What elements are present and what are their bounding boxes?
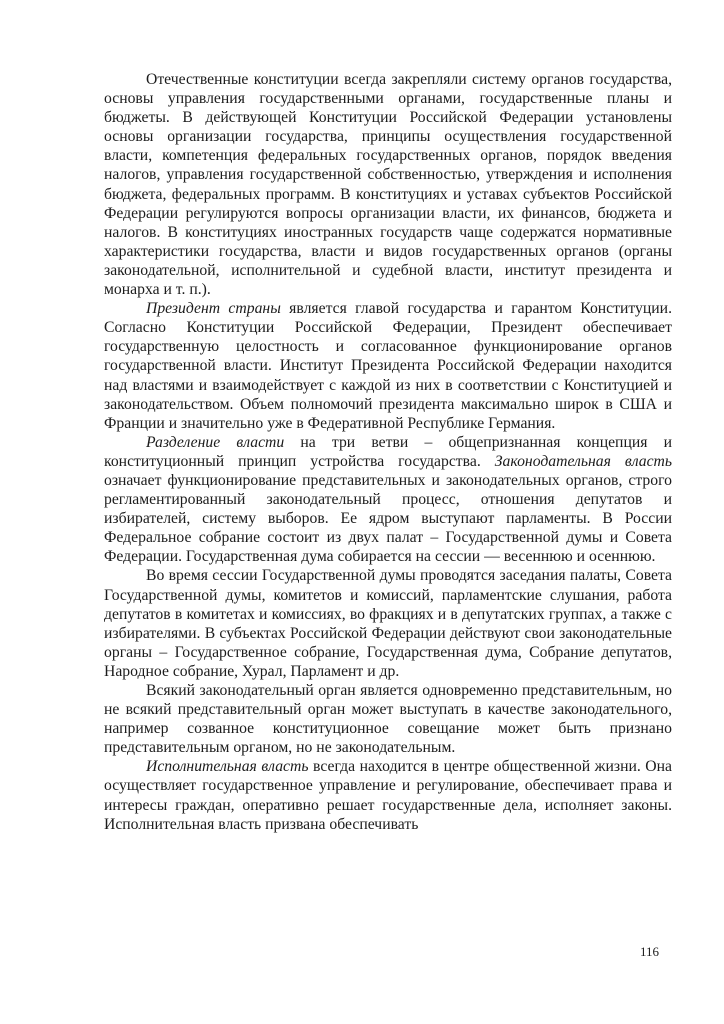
paragraph-text: является главой государства и гарантом Конституции. Согласно Конституции Российской Федерации, Президент обеспечивает государственную целостность и согласованное функционирование органов государственной власти. Институт Президента Российской Федерации находится над властями и взаимодействует с каждой из них в соответствии с Конституцией и законодательством. Объем полномочий президента максимально широк в США и Франции и значительно уже в Федеративной Республике Германия. bbox=[104, 300, 673, 432]
paragraph-president bbox=[104, 299, 672, 433]
paragraph-text: всегда находится в центре общественной жизни. Она осуществляет государственное управление и регулирование, обеспечивает права и интересы граждан, оперативно решает государственные дела, исполняет законы. Исполнительная власть призвана обеспечивать bbox=[104, 758, 672, 833]
page-number: 116 bbox=[640, 944, 660, 959]
italic-term-separation: Разделение власти bbox=[146, 433, 285, 451]
italic-term-legislative: Законодательная власть bbox=[494, 452, 672, 470]
paragraph-text: означает функционирование представительных и законодательных органов, строго регламентированный законодательный процесс, отношения депутатов и избирателей, систему выборов. Ее ядром выступают парламенты. В России Федеральное собрание состоит из двух палат – Государственной думы и Совета Федерации. Государственная дума собирается на сессии — весеннюю и осеннюю. bbox=[104, 471, 672, 566]
paragraph-text: Всякий законодательный орган является одновременно представительным, но не всякий представительный орган может выступать в качестве законодательного, например созванное конституционное совещание может быть признано представительным органом, но не законодательным. bbox=[104, 682, 672, 757]
paragraph-executive-power bbox=[104, 757, 672, 833]
paragraph-text: Отечественные конституции всегда закрепляли систему органов государства, основы управления государственными органами, государственные планы и бюджеты. В действующей Конституции Российской Федерации установлены основы организации государства, принципы осуществления государственной власти, компетенция федеральных государственных органов, порядок введения налогов, управления государственной собственностью, утверждения и исполнения бюджета, федеральных программ. В конституциях и уставах субъектов Российской Федерации регулируются вопросы организации власти, их финансов, бюджета и налогов. В конституциях иностранных государств чаще содержатся нормативные характеристики государства, власти и видов государственных органов (органы законодательной, исполнительной и судебной власти, институт президента и монарха и т. п.). bbox=[104, 71, 672, 299]
paragraph-duma-session bbox=[104, 566, 672, 681]
paragraph-constitutions bbox=[104, 70, 672, 299]
paragraph-legislative-body bbox=[104, 681, 672, 757]
page-body bbox=[104, 70, 672, 834]
paragraph-text: на три ветви – общепризнанная концепция и конституционный принцип устройства государства. bbox=[104, 433, 673, 470]
italic-term-executive: Исполнительная власть bbox=[146, 758, 309, 776]
paragraph-text: Во время сессии Государственной думы проводятся заседания палаты, Совета Государственной думы, комитетов и комиссий, парламентские слушания, работа депутатов в комитетах и комиссиях, во фракциях и в депутатских группах, а также с избирателями. В субъектах Российской Федерации действуют свои законодательные органы – Государственное собрание, Государственная дума, Собрание депутатов, Народное собрание, Хурал, Парламент и др. bbox=[104, 567, 672, 680]
paragraph-separation-of-powers bbox=[104, 433, 672, 567]
italic-term-president: Президент страны bbox=[146, 300, 281, 318]
